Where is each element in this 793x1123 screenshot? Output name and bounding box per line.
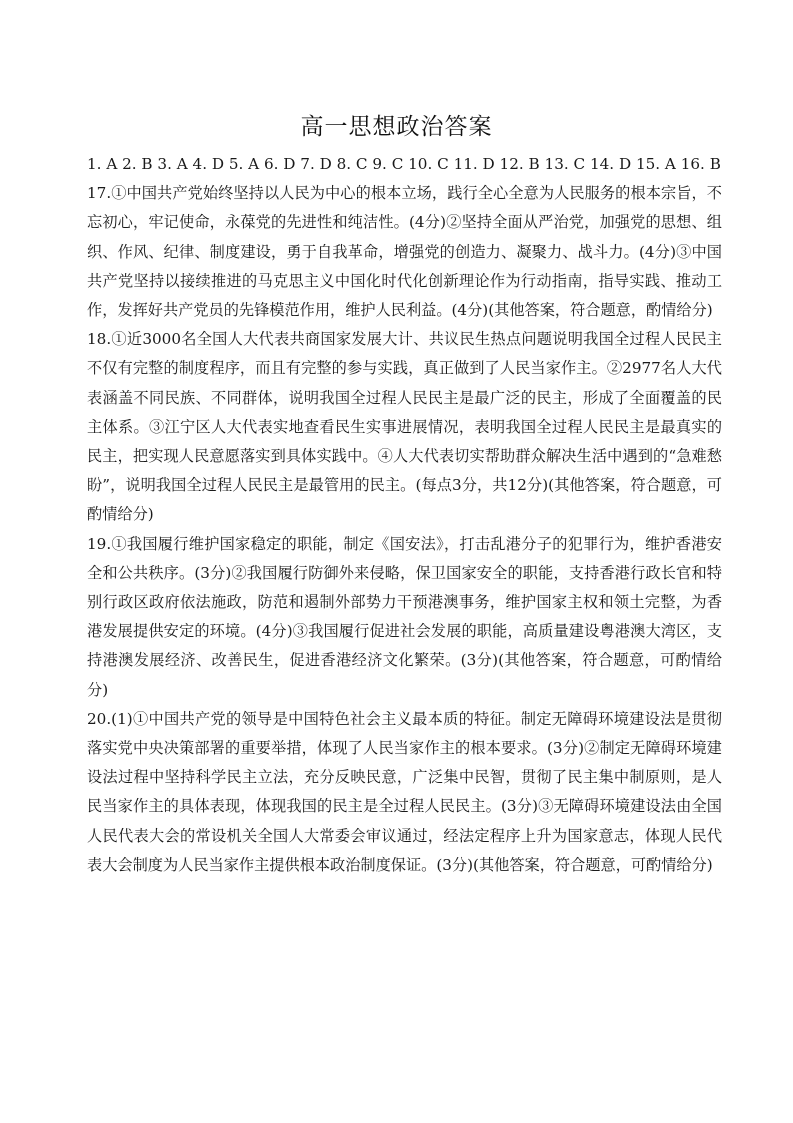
answer-question-20: 20.(1)①中国共产党的领导是中国特色社会主义最本质的特征。制定无障碍环境建设法是贯彻落实党中央决策部署的重要举措，体现了人民当家作主的根本要求。(3分)②制定无障碍环境建设法过程中坚持科学民主立法，充分反映民意，广泛集中民智，贯彻了民主集中制原则，是人民当家作主的具体表现，体现我国的民主是全过程人民民主。(3分)③无障碍环境建设法由全国人民代表大会的常设机关全国人大常委会审议通过，经法定程序上升为国家意志，体现人民代表大会制度为人民当家作主提供根本政治制度保证。(3分)(其他答案，符合题意，可酌情给分) <box>87 709 722 874</box>
answer-choice-key: 1. A 2. B 3. A 4. D 5. A 6. D 7. D 8. C 9. C 10. C 11. D 12. B 13. C 14. D 15. A 16. B <box>87 155 721 173</box>
answer-body <box>87 150 722 880</box>
answer-question-17: 17.①中国共产党始终坚持以人民为中心的根本立场，践行全心全意为人民服务的根本宗旨，不忘初心，牢记使命，永葆党的先进性和纯洁性。(4分)②坚持全面从严治党，加强党的思想、组织、作风、纪律、制度建设，勇于自我革命，增强党的创造力、凝聚力、战斗力。(4分)③中国共产党坚持以接续推进的马克思主义中国化时代化创新理论作为行动指南，指导实践、推动工作，发挥好共产党员的先锋模范作用，维护人民利益。(4分)(其他答案，符合题意，酌情给分) <box>87 184 722 320</box>
page-title: 高一思想政治答案 <box>300 114 493 140</box>
answer-question-19: 19.①我国履行维护国家稳定的职能，制定《国安法》，打击乱港分子的犯罪行为，维护香港安全和公共秩序。(3分)②我国履行防御外来侵略，保卫国家安全的职能，支持香港行政长官和特别行政区政府依法施政，防范和遏制外部势力干预港澳事务，维护国家主权和领土完整，为香港发展提供安定的环境。(4分)③我国履行促进社会发展的职能，高质量建设粤港澳大湾区，支持港澳发展经济、改善民生，促进香港经济文化繁荣。(3分)(其他答案，符合题意，可酌情给分) <box>87 534 722 699</box>
answer-question-18: 18.①近3000名全国人大代表共商国家发展大计、共议民生热点问题说明我国全过程人民民主不仅有完整的制度程序，而且有完整的参与实践，真正做到了人民当家作主。②2977名人大代表涵盖不同民族、不同群体，说明我国全过程人民民主是最广泛的民主，形成了全面覆盖的民主体系。③江宁区人大代表实地查看民生实事进展情况，表明我国全过程人民民主是最真实的民主，把实现人民意愿落实到具体实践中。④人大代表切实帮助群众解决生活中遇到的“急难愁盼”，说明我国全过程人民民主是最管用的民主。(每点3分，共12分)(其他答案，符合题意，可酌情给分) <box>87 330 722 524</box>
